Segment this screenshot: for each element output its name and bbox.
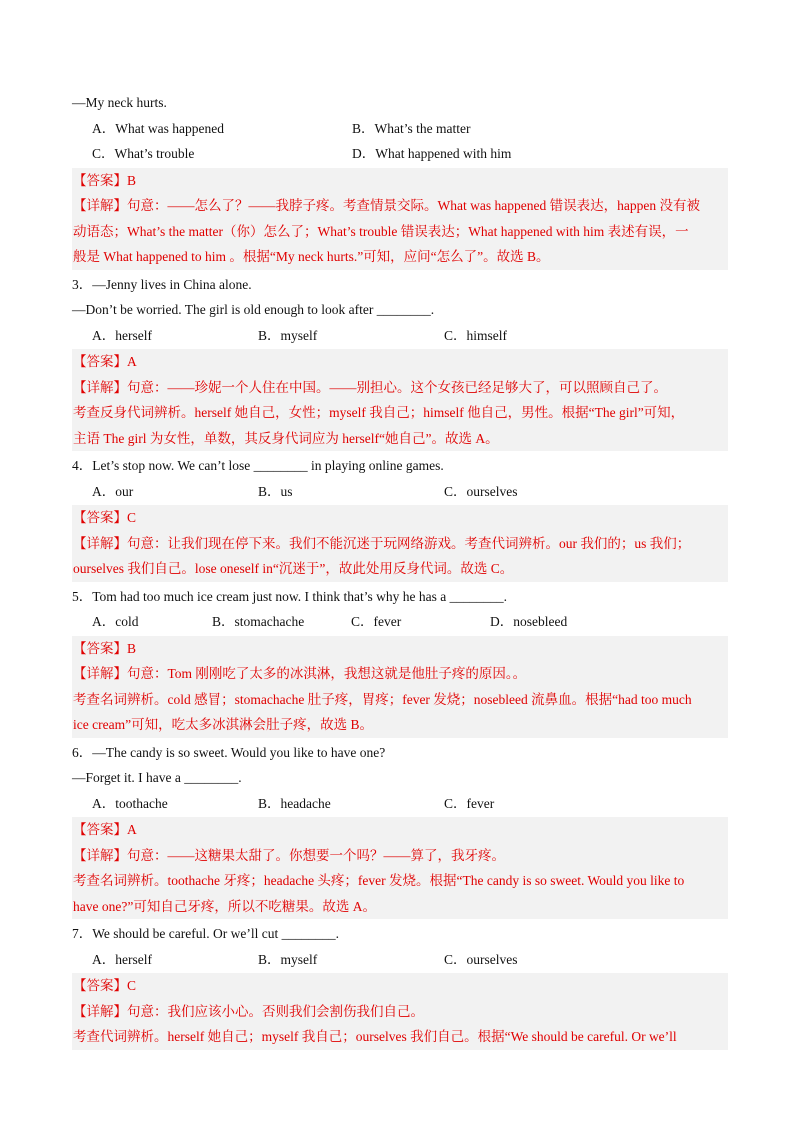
question-5-options: [72, 609, 728, 635]
explanation-line: 【详解】句意：让我们现在停下来。我们不能沉迷于玩网络游戏。考查代词辨析。our 我们的；us 我们；: [73, 535, 691, 551]
question-7-options: [72, 947, 728, 973]
explanation-line: 【详解】句意：我们应该小心。否则我们会割伤我们自己。: [73, 1003, 424, 1019]
option-c: C．ourselves: [444, 483, 518, 499]
option-d: D．nosebleed: [490, 614, 568, 629]
question-2-options-row-1: [72, 116, 728, 142]
explanation-line: 【详解】句意：Tom 刚刚吃了太多的冰淇淋，我想这就是他肚子疼的原因。。: [73, 666, 527, 681]
question-6-options: [72, 791, 728, 817]
answer-label: 【答案】A: [73, 822, 137, 837]
option-a: A．our: [92, 483, 134, 499]
question-6-stem: 6．—The candy is so sweet. Would you like to have one?: [72, 744, 386, 760]
question-5-stem: 5．Tom had too much ice cream just now. I think that’s why he has a ________.: [72, 588, 507, 604]
explanation-line: 【详解】句意：——这糖果太甜了。你想要一个吗？——算了，我牙疼。: [73, 847, 505, 863]
answer-label: 【答案】C: [73, 510, 137, 525]
option-a: A．What was happened: [92, 120, 224, 136]
answer-label: 【答案】A: [73, 354, 137, 369]
answer-block-7: [72, 973, 728, 1050]
explanation-line: ice cream”可知，吃太多冰淇淋会肚子疼，故选 B。: [73, 717, 373, 732]
question-4-options: [72, 479, 728, 505]
answer-block-3: [72, 349, 728, 451]
explanation-line: 考查名词辨析。cold 感冒；stomachache 肚子疼，胃疼；fever 发烧；nosebleed 流鼻血。根据“had too much: [73, 691, 692, 707]
option-a: A．herself: [92, 327, 152, 343]
question-7-stem: 7．We should be careful. Or we’ll cut ________.: [72, 926, 339, 941]
page-content: [72, 90, 728, 1052]
question-3-options: [72, 323, 728, 349]
explanation-line: 考查代词辨析。herself 她自己；myself 我自己；ourselves 我们自己。根据“We should be careful. Or we’ll: [73, 1029, 677, 1044]
option-d: D．What happened with him: [352, 146, 512, 161]
option-c: C．fever: [351, 614, 402, 629]
explanation-line: 动语态；What’s the matter（你）怎么了；What’s trouble 错误表达；What happened with him 表述有误，一: [73, 223, 689, 239]
answer-block-4: [72, 505, 728, 582]
option-b: B．What’s the matter: [352, 120, 471, 136]
question-4-stem: 4．Let’s stop now. We can’t lose ________ in playing online games.: [72, 458, 444, 473]
option-b: B．stomachache: [212, 614, 305, 629]
explanation-line: 般是 What happened to him 。根据“My neck hurts.”可知，应问“怎么了”。故选 B。: [73, 249, 550, 264]
question-3-stem: 3．—Jenny lives in China alone.: [72, 276, 252, 292]
explanation-line: 考查反身代词辨析。herself 她自己，女性；myself 我自己；himself 他自己，男性。根据“The girl”可知，: [73, 405, 685, 420]
explanation-line: 【详解】句意：——怎么了？——我脖子疼。考查情景交际。What was happened 错误表达，happen 没有被: [73, 198, 700, 213]
explanation-line: 主语 The girl 为女性，单数，其反身代词应为 herself“她自己”。故选 A。: [73, 430, 499, 446]
option-b: B．us: [258, 483, 293, 499]
question-2-options-row-2: [72, 141, 728, 167]
option-a: A．herself: [92, 951, 152, 967]
question-2-reply: —My neck hurts.: [72, 95, 167, 110]
question-6-reply: —Forget it. I have a ________.: [72, 770, 242, 785]
explanation-line: 考查名词辨析。toothache 牙疼；headache 头疼；fever 发烧。根据“The candy is so sweet. Would you like to: [73, 873, 685, 888]
explanation-line: have one?”可知自己牙疼，所以不吃糖果。故选 A。: [73, 898, 376, 914]
answer-label: 【答案】B: [73, 640, 137, 656]
option-a: A．cold: [92, 614, 139, 629]
option-c: C．ourselves: [444, 951, 518, 967]
option-c: C．himself: [444, 327, 507, 343]
option-b: B．headache: [258, 795, 331, 811]
answer-block-5: [72, 636, 728, 738]
option-c: C．What’s trouble: [92, 146, 195, 161]
answer-block-2: [72, 168, 728, 270]
option-b: B．myself: [258, 327, 318, 343]
option-a: A．toothache: [92, 795, 168, 811]
answer-label: 【答案】B: [73, 172, 137, 188]
option-c: C．fever: [444, 795, 495, 811]
explanation-line: ourselves 我们自己。lose oneself in“沉迷于”，故此处用反身代词。故选 C。: [73, 561, 514, 576]
question-3-reply: —Don’t be worried. The girl is old enough to look after ________.: [72, 302, 435, 317]
answer-label: 【答案】C: [73, 978, 137, 993]
explanation-line: 【详解】句意：——珍妮一个人住在中国。——别担心。这个女孩已经足够大了，可以照顾自己了。: [73, 379, 667, 395]
option-b: B．myself: [258, 951, 318, 967]
answer-block-6: [72, 817, 728, 919]
